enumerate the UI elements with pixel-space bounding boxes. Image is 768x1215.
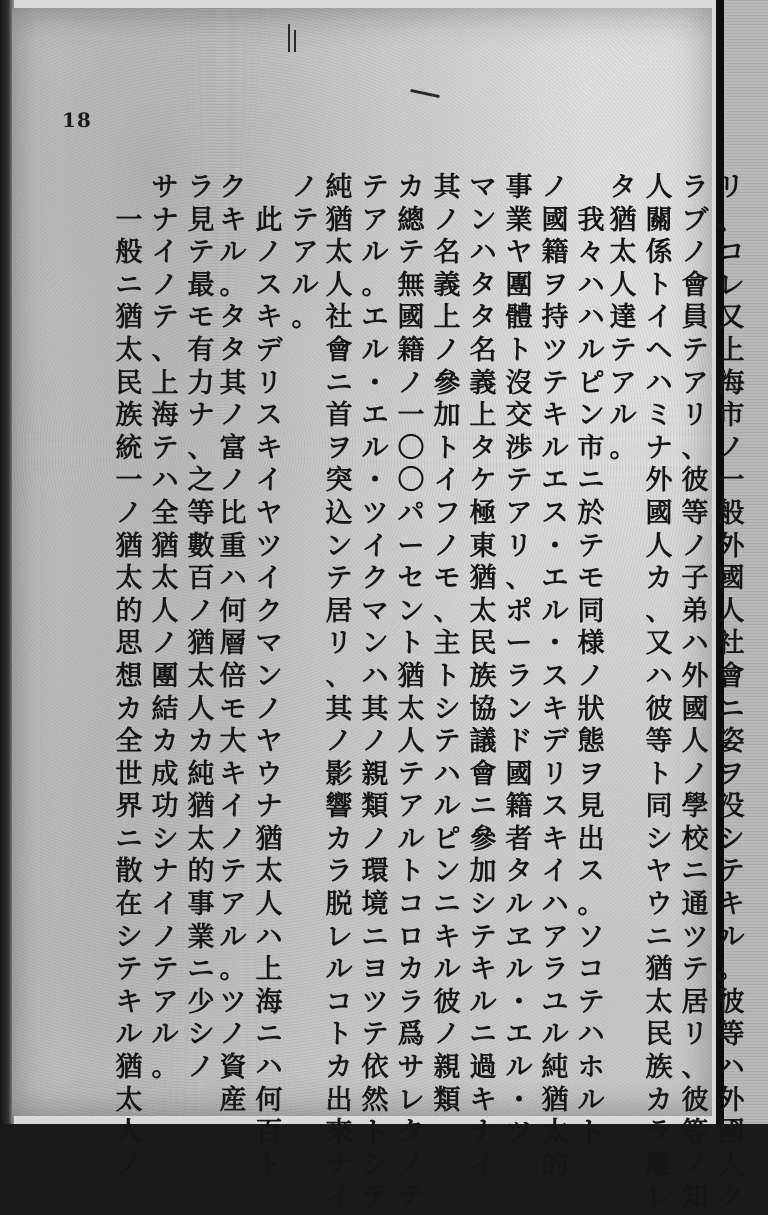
text-column: ラブノ會員テアリ、彼等ノ子弟ハ外國人ノ學校ニ通ツテ居リ、彼等ノ知 — [681, 172, 709, 1214]
text-column: サナイノテ、上海テハ全猶太人ノ團結カ成功シナイノテアル。 — [151, 172, 179, 1084]
text-column: タ猶太人達テアル。 — [609, 172, 637, 464]
text-column: 此ノスキデリスキイヤツイクマンノヤウナ猶太人ハ上海ニハ何百ト — [255, 172, 283, 1181]
text-column: 純猶太人社會ニ首ヲ突込ンテ居リ、其ノ影響カラ脱レルコトカ出來ナイ — [325, 172, 353, 1214]
text-column: ノテアル。 — [291, 172, 319, 334]
text-column: リ、コレ又上海市ノ一般外國人社會ニ姿ヲ没シテキル。彼等ハ外國人ク — [717, 172, 745, 1214]
text-column: マンハタタ名義上タケ極東猶太民族協議會ニ參加シテキルニ過キナイ — [469, 172, 497, 1181]
text-column: 一般ニ猶太民族統一ノ猶太的思想カ全世界ニ散在シテキル猶太人ノ — [115, 172, 143, 1181]
ink-mark — [288, 24, 290, 52]
text-column: 我々ハハルピン市ニ於テモ同様ノ狀態ヲ見出ス。ソコテハホルト — [577, 172, 605, 1149]
ink-mark — [294, 30, 296, 52]
text-column: 人關係トイヘハミナ外國人カ、又ハ彼等ト同シヤウニ猶太民族カラ離レ — [645, 172, 673, 1214]
text-column: ラ見テ最モ有力ナ、之等數百ノ猶太人カ純猶太的事業ニ少シノ — [187, 172, 215, 1084]
text-column: 其ノ名義上ノ參加トイフノモ、主トシテハルピンニキル彼ノ親類 — [433, 172, 461, 1116]
text-column: 事業ヤ團體ト沒交渉テアリ、ポーランド國籍者タルヱル・エル・ツ — [505, 172, 533, 1149]
text-column: カ總テ無國籍ノ一〇〇パーセント猶太人テアルトコロカラ爲サレタノテ — [397, 172, 425, 1214]
page-number: 18 — [62, 108, 92, 132]
text-column: テアル。エル・エル・ツイクマンハ其ノ親類ノ環境ニヨツテ依然トシテ — [361, 172, 389, 1214]
text-column: クキル。タタ其ノ富ノ比重ハ何層倍モ大キイノテアル。ツノ資産 — [219, 172, 247, 1116]
text-column: ノ國籍ヲ持ツテキルエス・エル・スキデリスキイハアラユル純猶太的 — [541, 172, 569, 1181]
